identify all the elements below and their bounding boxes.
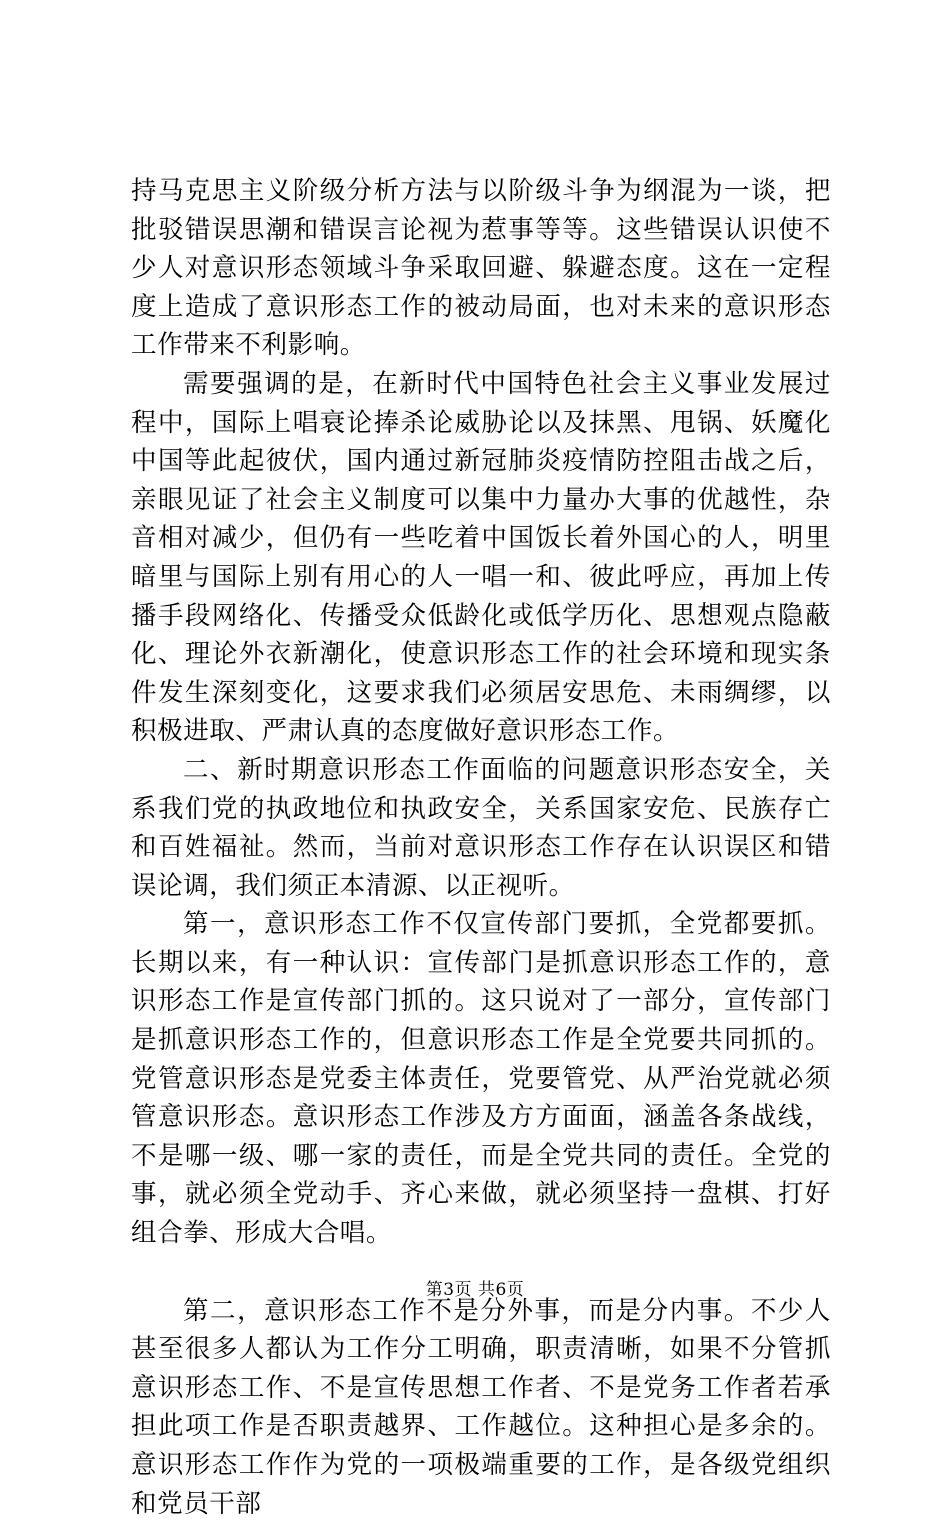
- paragraph-continuation: 持马克思主义阶级分析方法与以阶级斗争为纲混为一谈，把批驳错误思潮和错误言论视为惹事等等。这些错误认识使不少人对意识形态领域斗争采取回避、躲避态度。这在一定程度上造成了意识形态工作的被动局面，也对未来的意识形态工作带来不利影响。: [131, 176, 831, 361]
- paragraph-emphasis: 需要强调的是，在新时代中国特色社会主义事业发展过程中，国际上唱衰论捧杀论威胁论以及抹黑、甩锅、妖魔化中国等此起彼伏，国内通过新冠肺炎疫情防控阻击战之后，亲眼见证了社会主义制度可以集中力量办大事的优越性，杂音相对减少，但仍有一些吃着中国饭长着外国心的人，明里暗里与国际上别有用心的人一唱一和、彼此呼应，再加上传播手段网络化、传播受众低龄化或低学历化、思想观点隐蔽化、理论外衣新潮化，使意识形态工作的社会环境和现实条件发生深刻变化，这要求我们必须居安思危、未雨绸缪，以积极进取、严肃认真的态度做好意识形态工作。: [131, 368, 831, 747]
- paragraph-section-two: 二、新时期意识形态工作面临的问题意识形态安全，关系我们党的执政地位和执政安全，关系国家安危、民族存亡和百姓福祉。然而，当前对意识形态工作存在认识误区和错误论调，我们须正本清源、以正视听。: [131, 754, 831, 901]
- document-body: [131, 172, 831, 1523]
- page-footer: 第3页 共6页: [425, 1280, 525, 1300]
- paragraph-point-one: 第一，意识形态工作不仅宣传部门要抓，全党都要抓。长期以来，有一种认识：宣传部门是抓意识形态工作的，意识形态工作是宣传部门抓的。这只说对了一部分，宣传部门是抓意识形态工作的，但意识形态工作是全党要共同抓的。党管意识形态是党委主体责任，党要管党、从严治党就必须管意识形态。意识形态工作涉及方方面面，涵盖各条战线，不是哪一级、哪一家的责任，而是全党共同的责任。全党的事，就必须全党动手、齐心来做，就必须坚持一盘棋、打好组合拳、形成大合唱。: [131, 909, 831, 1249]
- paragraph-point-two: 第二，意识形态工作不是分外事，而是分内事。不少人甚至很多人都认为工作分工明确，职责清晰，如果不分管抓意识形态工作、不是宣传思想工作者、不是党务工作者若承担此项工作是否职责越界、工作越位。这种担心是多余的。意识形态工作作为党的一项极端重要的工作，是各级党组织和党员干部: [131, 1295, 831, 1519]
